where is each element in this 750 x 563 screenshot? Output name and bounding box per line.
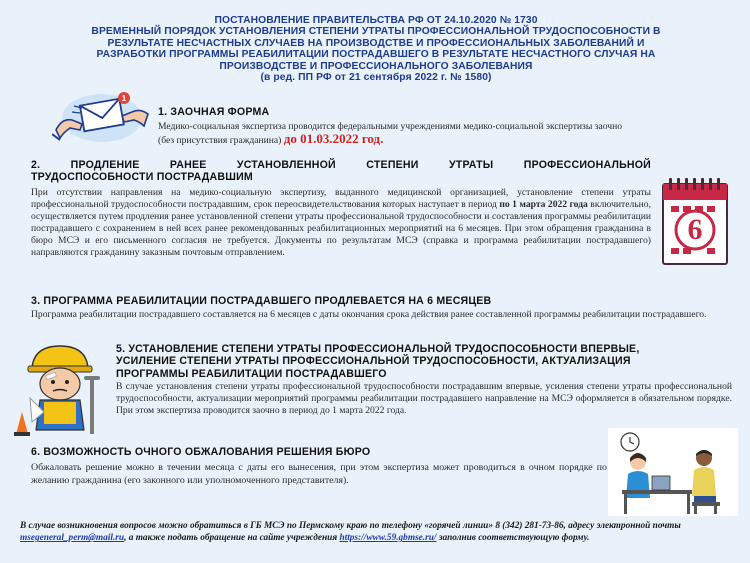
consultation-icon	[608, 428, 738, 516]
section-2-title-line: ТРУДОСПОСОБНОСТИ ПОСТРАДАВШИМ	[31, 171, 253, 184]
section-2-text-a: При отсутствии направления на медико-социальную экспертизу, выданного медицинской организацией, установление степени утраты профессиональной трудоспособности пострадавшим, срок переосвидетельствования которых наступает в период	[31, 187, 651, 210]
section-5-text: В случае установления степени утраты профессиональной трудоспособности пострадавшим впервые, усиления степени утраты профессиональной трудоспособности, актуализации мероприятий программы реабилитации пострадавшего направление на МСЭ оформляется в обязательном порядке. При этом экспертиза проводится заочно в период до 1 марта 2022 года.	[116, 381, 732, 416]
section-5-title-line: ПРОГРАММЫ РЕАБИЛИТАЦИИ ПОСТРАДАВШЕГО	[116, 367, 387, 380]
envelope-hands-icon	[52, 84, 152, 146]
header-decree: ПОСТАНОВЛЕНИЕ ПРАВИТЕЛЬСТВА РФ ОТ 24.10.2020 № 1730	[214, 15, 538, 26]
email-link[interactable]: msegeneral_perm@mail.ru	[20, 533, 125, 544]
section-1-text	[158, 121, 734, 147]
section-2-text	[31, 187, 651, 259]
section-2-text-b: включительно, осуществляется путем продления ранее установленной степени утраты профессиональной трудоспособности и составления программы реабилитации пострадавшего с сохранением в ней всех ранее рекомендованных реабилитационных мероприятий на 6 месяцев. При этом обращения гражданина в бюро МСЭ и его письменного согласия не требуется. Документы по результатам МСЭ (справка и программа реабилитации пострадавшего) направляются гражданину заказным почтовым отправлением.	[31, 199, 651, 258]
section-5-title-line: УСИЛЕНИЕ СТЕПЕНИ УТРАТЫ ПРОФЕССИОНАЛЬНОЙ ТРУДОСПОСОБНОСТИ, АКТУАЛИЗАЦИЯ	[116, 355, 631, 368]
svg-text:1: 1	[121, 94, 127, 103]
section-3-title: 3. ПРОГРАММА РЕАБИЛИТАЦИИ ПОСТРАДАВШЕГО ПРОДЛЕВАЕТСЯ НА 6 МЕСЯЦЕВ	[31, 295, 492, 307]
injured-worker-icon	[10, 338, 114, 438]
footer-text-a: В случае возникновения вопросов можно обратиться в ГБ МСЭ по Пермскому краю по телефону «горячей линии» 8 (342) 281-73-86, адресу электронной почты	[20, 521, 681, 531]
section-2-title	[31, 159, 651, 184]
calendar-icon	[657, 174, 733, 270]
section-1-text-b: (без присутствия гражданина)	[158, 135, 284, 146]
header-title-line: РАЗРАБОТКИ ПРОГРАММЫ РЕАБИЛИТАЦИИ ПОСТРАДАВШЕГО В РЕЗУЛЬТАТЕ НЕСЧАСТНОГО СЛУЧАЯ НА	[96, 49, 656, 61]
site-link[interactable]: https://www.59.gbmse.ru/	[339, 533, 437, 544]
section-3-text: Программа реабилитации пострадавшего составляется на 6 месяцев с даты окончания срока действия ранее составленной программы реабилитации пострадавшего.	[31, 309, 707, 320]
section-5-title-line: 5. УСТАНОВЛЕНИЕ СТЕПЕНИ УТРАТЫ ПРОФЕССИОНАЛЬНОЙ ТРУДОСПОСОБНОСТИ ВПЕРВЫЕ,	[116, 343, 640, 355]
header-title-line: РЕЗУЛЬТАТЕ НЕСЧАСТНЫХ СЛУЧАЕВ НА ПРОИЗВОДСТВЕ И ПРОФЕССИОНАЛЬНЫХ ЗАБОЛЕВАНИЙ И	[107, 37, 645, 49]
footer-text-b: , а также подать обращение на сайте учреждения	[124, 533, 340, 544]
footer-contacts	[20, 520, 732, 544]
section-1-text-a: Медико-социальная экспертиза проводится федеральными учреждениями медико-социальной экспертизы заочно	[158, 121, 623, 132]
section-6-text: Обжаловать решение можно в течении месяца с даты его вынесения, при этом экспертиза может проводиться в очном порядке по желанию гражданина (его законного или уполномоченного представителя).	[31, 462, 607, 486]
section-1-date: до 01.03.2022 год.	[283, 131, 384, 146]
header-title-line: ПРОИЗВОДСТВЕ И ПРОФЕССИОНАЛЬНОГО ЗАБОЛЕВАНИЯ	[219, 60, 533, 72]
section-6-title: 6. ВОЗМОЖНОСТЬ ОЧНОГО ОБЖАЛОВАНИЯ РЕШЕНИЯ БЮРО	[31, 446, 371, 458]
document-header	[20, 15, 732, 83]
section-1-title: 1. ЗАОЧНАЯ ФОРМА	[158, 106, 270, 118]
section-5-title	[116, 343, 732, 380]
header-title-line: ВРЕМЕННЫЙ ПОРЯДОК УСТАНОВЛЕНИЯ СТЕПЕНИ УТРАТЫ ПРОФЕССИОНАЛЬНОЙ ТРУДОСПОСОБНОСТИ В	[91, 26, 661, 38]
footer-text-c: заполнив соответствующую форму.	[436, 533, 590, 544]
header-revision: (в ред. ПП РФ от 21 сентября 2022 г. № 1580)	[260, 72, 492, 84]
calendar-number: 6	[687, 213, 703, 246]
section-2-text-bold: по 1 марта 2022 года	[499, 199, 588, 210]
section-2-title-line: 2. ПРОДЛЕНИЕ РАНЕЕ УСТАНОВЛЕННОЙ СТЕПЕНИ УТРАТЫ ПРОФЕССИОНАЛЬНОЙ	[31, 159, 651, 171]
